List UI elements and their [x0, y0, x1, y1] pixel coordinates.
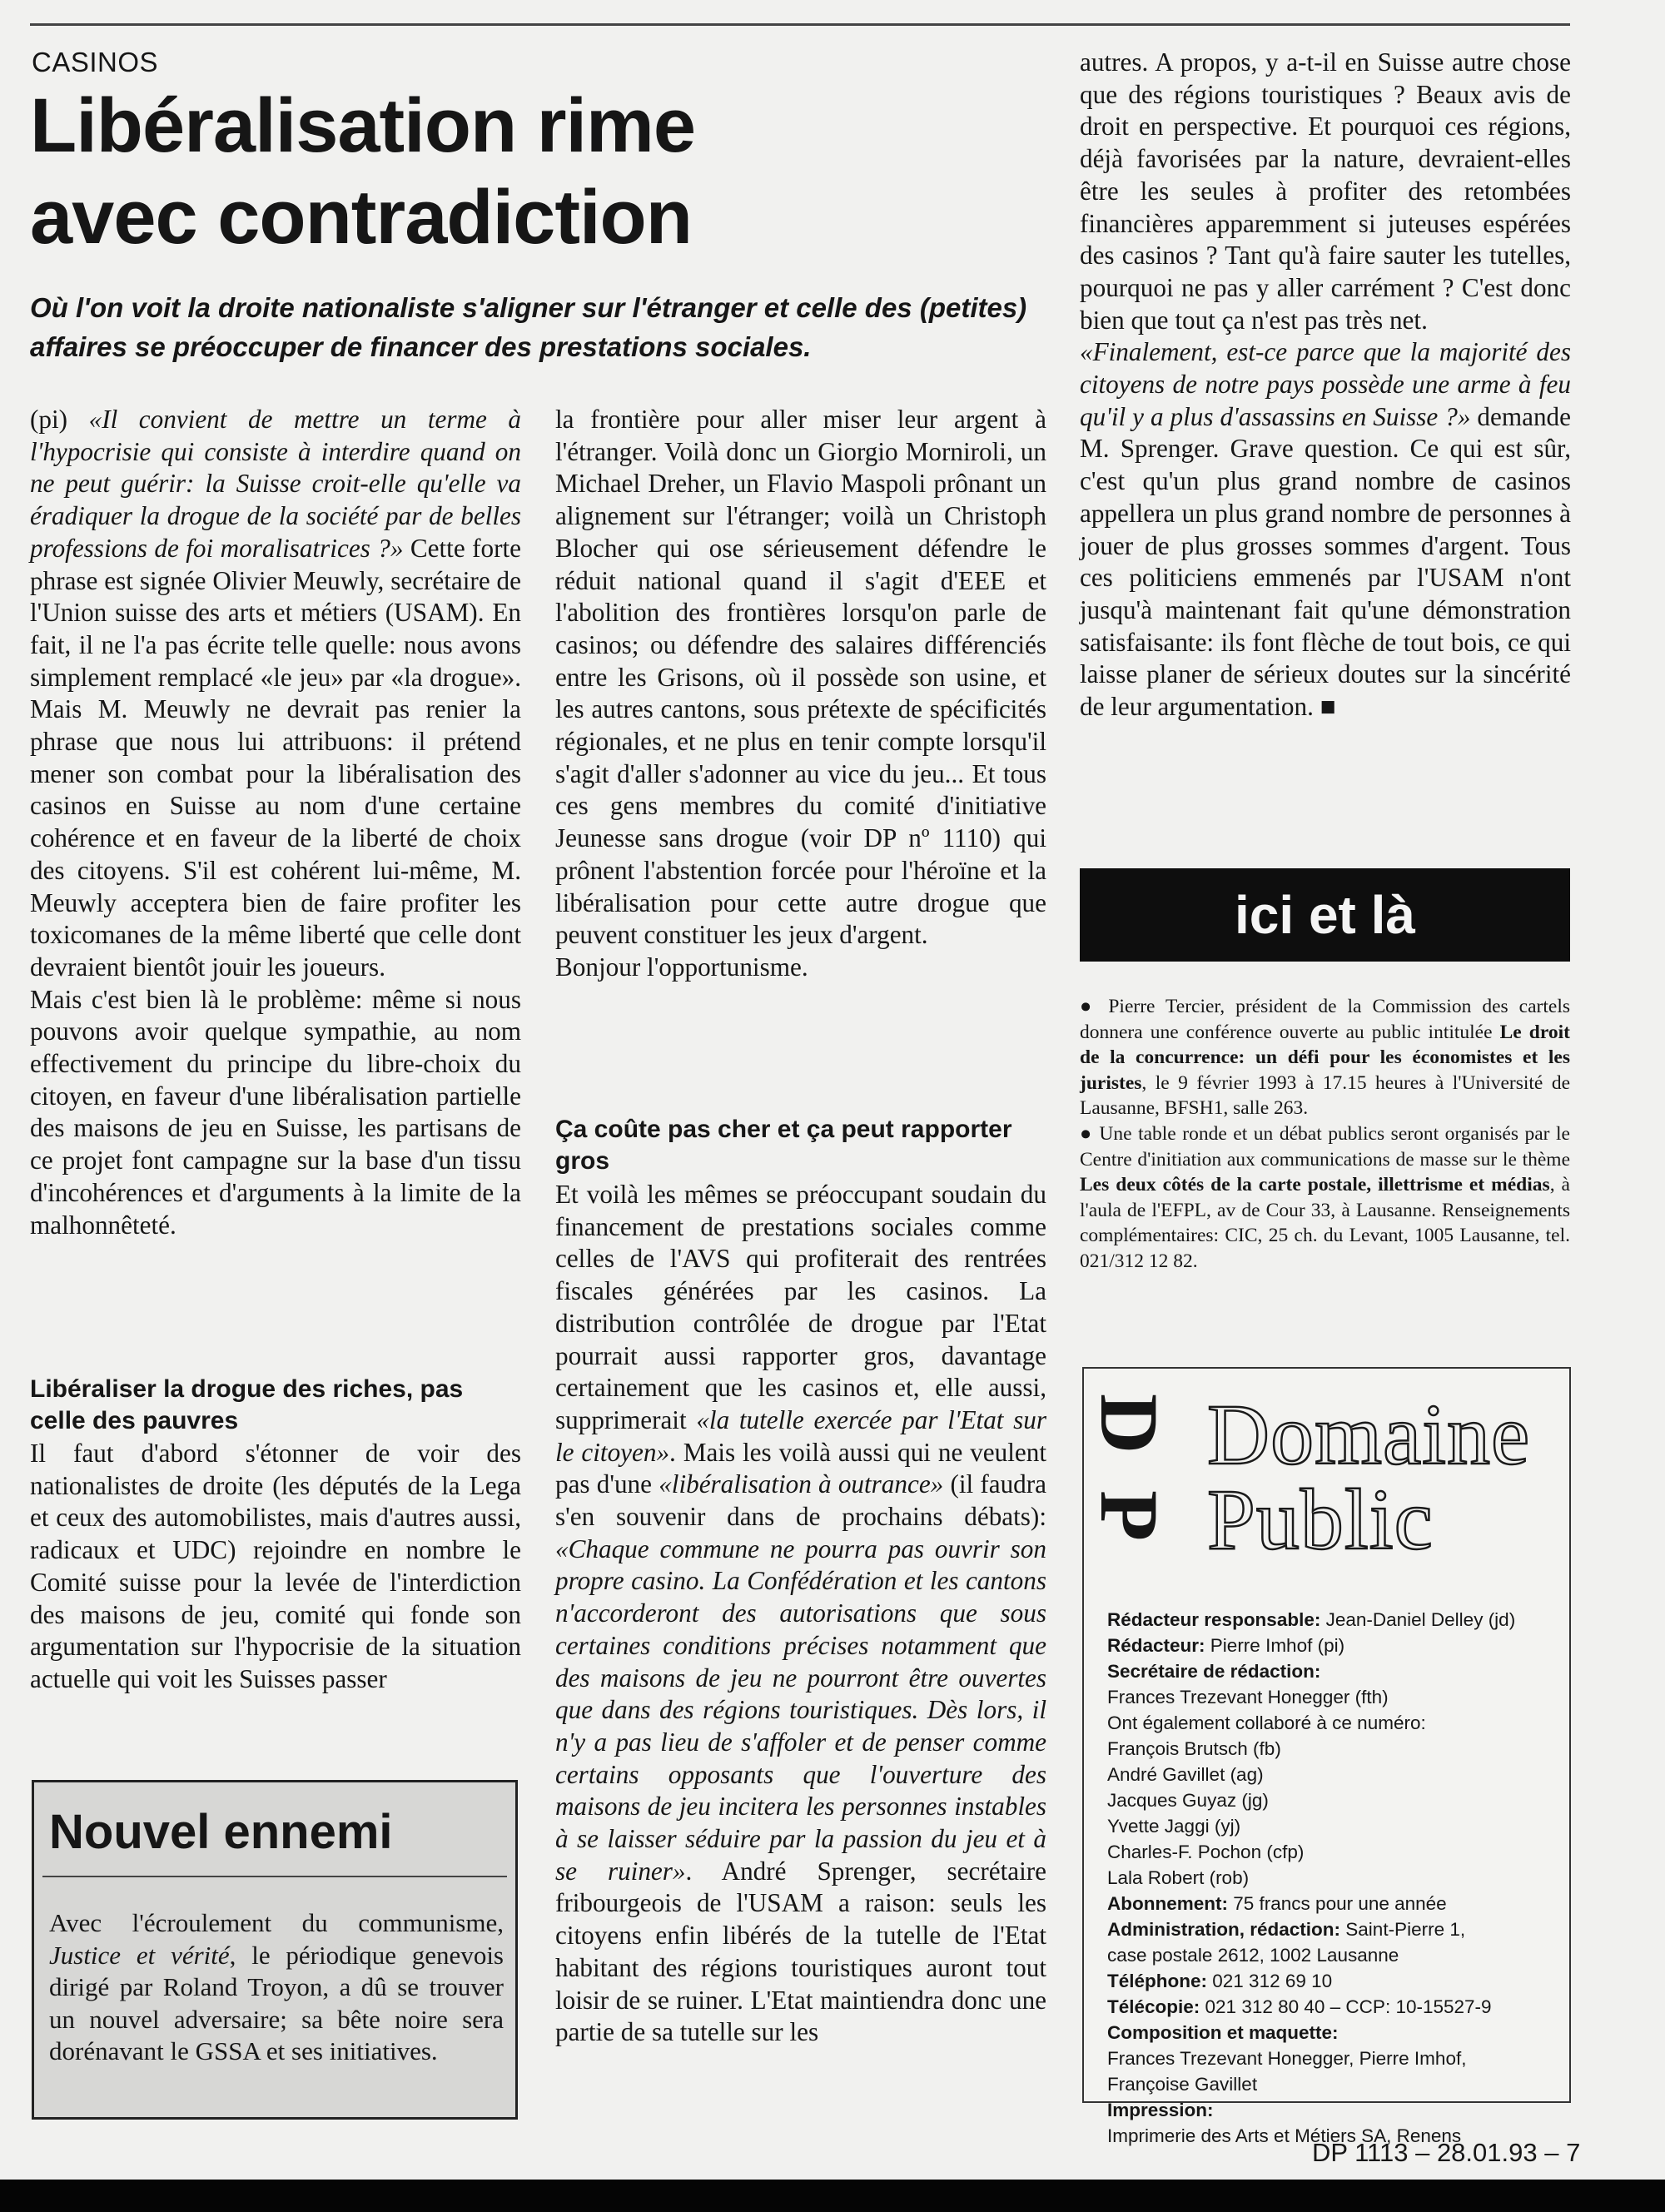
item-title: Le droit de la concurrence: un défi pour les économistes et les juristes [1080, 1021, 1570, 1094]
credit-line [1107, 1787, 1565, 1813]
paragraph-text: (il faudra s'en souvenir dans de prochains débats): [555, 1469, 1047, 1532]
credit-value: Lala Robert (rob) [1107, 1867, 1250, 1888]
paragraph [30, 404, 521, 984]
credit-line [1107, 1839, 1565, 1865]
credit-value: Yvette Jaggi (yj) [1107, 1816, 1241, 1837]
paragraph [555, 1179, 1046, 2049]
paragraph [1080, 336, 1571, 723]
paragraph: autres. A propos, y a-t-il en Suisse autre chose que des régions touristiques ? Beaux avis de droit en perspective. Et pourquoi ces régions, déjà favorisées par la nature, devraient-elles être les seules à profiter des retombées financières apparemment si juteuses espérées des casinos ? Tant qu'à faire sauter les tutelles, pourquoi ne pas y aller carrément ? C'est donc bien que tout ça n'est pas très net. [1080, 47, 1571, 335]
masthead-box [1082, 1367, 1571, 2146]
credit-value: 021 312 69 10 [1207, 1971, 1333, 1991]
item-title: Les deux côtés de la carte postale, illettrisme et médias [1080, 1174, 1550, 1196]
credit-value: Pierre Imhof (pi) [1205, 1635, 1345, 1656]
ici-et-la-heading: ici et là [1080, 868, 1570, 962]
dp-logo-letter-d: D [1083, 1394, 1175, 1454]
section-kicker: CASINOS [32, 47, 159, 77]
box-text-part: , le périodique genevois dirigé par Roland Troyon, a dû se trouver un nouvel adversaire; sa bête noire sera dorénavant le GSSA et ses initiatives. [49, 1940, 504, 2065]
box-text-part: Avec l'écroulement du communisme, [49, 1908, 504, 1937]
sidebar-box-nouvel-ennemi [32, 1780, 518, 2120]
paragraph-text: . André Sprenger, secrétaire fribourgeois de l'USAM a raison: seuls les citoyens enfin libérés de la tutelle de l'Etat habitant des régions touristiques auront tout loisir de se ruiner. L'Etat maintiendra donc une partie de sa tutelle sur les [555, 1856, 1046, 2047]
credit-label: Rédacteur: [1107, 1635, 1205, 1656]
article-column-2 [555, 404, 1046, 984]
logo-word-domaine: Domaine [1207, 1387, 1531, 1483]
paragraph-text: Cette forte phrase est signée Olivier Meuwly, secrétaire de l'Union suisse des arts et métiers (USAM). En fait, il ne l'a pas écrite telle quelle: nous avons simplement remplacé «le jeu» par «la drogue». Mais M. Meuwly ne devrait pas renier la phrase que nous lui attribuons: il prétend mener son combat pour la libéralisation des casinos en Suisse au nom d'une certaine cohérence et en faveur de la liberté de choix des citoyens. S'il est cohérent lui-même, M. Meuwly acceptera bien de faire profiter les toxicomanes de la même liberté que celle dont devraient bientôt jouir les joueurs. [30, 533, 521, 982]
article-column-2-cont [555, 1179, 1046, 2049]
top-rule [30, 23, 1570, 26]
credit-line [1107, 1710, 1565, 1736]
ici-et-la-items [1080, 994, 1570, 1275]
credit-line [1107, 2045, 1565, 2071]
logo-word-public: Public [1207, 1472, 1434, 1568]
item-text: , à l'aula de l'EFPL, av de Cour 33, à Lausanne. Renseignements complémentaires: CIC, 25 ch. du Levant, 1005 Lausanne, tel. 021/312 12 82. [1080, 1174, 1570, 1272]
paragraph: la frontière pour aller miser leur argent à l'étranger. Voilà donc un Giorgio Morniroli, un Michael Dreher, un Flavio Maspoli prônant un alignement sur l'étranger; voilà un Christoph Blocher qui ose sérieusement défendre le réduit national quand il s'agit d'EEE et l'abolition des frontières lorsqu'on parle de casinos; ou défendre des salaires différenciés entre les Grisons, où il possède son usine, et les autres cantons, sous prétexte de spécificités régionales, et ne plus en tenir compte lorsqu'il s'agit d'aller s'adonner au vice du jeu... Et tous ces gens membres du comité d'initiative Jeunesse sans drogue (voir DP nº 1110) qui prônent l'abstention forcée pour l'héroïne et la libéralisation pour cette autre drogue que peuvent constituer les jeux d'argent. [555, 405, 1046, 950]
quote: «libéralisation à outrance» [659, 1469, 944, 1499]
article-column-3 [1080, 47, 1571, 723]
bullet-icon: ● [1080, 996, 1098, 1017]
credit-value: 021 312 80 40 – CCP: 10-15527-9 [1200, 1996, 1492, 2017]
lede: Où l'on voit la droite nationaliste s'aligner sur l'étranger et celle des (petites) affaires se préoccuper de financer des prestations sociales. [30, 292, 1027, 362]
credit-label: Impression: [1107, 2100, 1214, 2120]
headline-line-1: Libéralisation rime [30, 83, 696, 168]
credit-line [1107, 1607, 1565, 1633]
credit-line [1107, 1658, 1565, 1684]
box-divider [42, 1876, 507, 1877]
credit-value: 75 francs pour une année [1228, 1893, 1447, 1914]
bottom-band [0, 2180, 1665, 2212]
subhead-1: Libéraliser la drogue des riches, pas celle des pauvres [30, 1375, 464, 1434]
credit-value: Françoise Gavillet [1107, 2074, 1258, 2095]
credit-value: Saint-Pierre 1, [1340, 1919, 1466, 1940]
credit-label: Administration, rédaction: [1107, 1919, 1341, 1940]
credit-label: Rédacteur responsable: [1107, 1609, 1321, 1630]
dp-logo-letters [1083, 1394, 1175, 1593]
credit-line [1107, 1916, 1565, 1942]
credit-value: André Gavillet (ag) [1107, 1764, 1264, 1785]
quote: «Chaque commune ne pourra pas ouvrir son propre casino. La Confédération et les cantons n'accorderont des autorisations que sous certaines conditions précises notamment que des maisons de jeu ne pourront être ouvertes que dans des régions touristiques. Dès lors, il n'y a pas lieu de s'affoler et de penser comme certains opposants que l'ouverture des maisons de jeu incitera les personnes instables à se laisser séduire par la passion du jeu et à se ruiner» [555, 1533, 1046, 1886]
credit-label: Secrétaire de rédaction: [1107, 1661, 1321, 1682]
item-text: , le 9 février 1993 à 17.15 heures à l'Université de Lausanne, BFSH1, salle 263. [1080, 1071, 1570, 1120]
credit-line [1107, 2020, 1565, 2045]
list-item [1080, 994, 1570, 1121]
credit-value: Frances Trezevant Honegger (fth) [1107, 1687, 1389, 1707]
credit-value: Jacques Guyaz (jg) [1107, 1790, 1269, 1811]
credit-line [1107, 2071, 1565, 2097]
credit-line [1107, 1891, 1565, 1916]
credit-line [1107, 1684, 1565, 1710]
publication-title: Justice et vérité [49, 1940, 230, 1970]
bullet-icon: ● [1080, 1122, 1093, 1145]
credit-value: François Brutsch (fb) [1107, 1738, 1281, 1759]
headline-line-2: avec contradiction [30, 175, 692, 260]
credit-line [1107, 1865, 1565, 1891]
credit-line [1107, 1968, 1565, 1994]
headline [30, 80, 779, 263]
subhead-2: Ça coûte pas cher et ça peut rapporter gros [555, 1116, 1012, 1175]
article-column-1-cont [30, 1438, 521, 1696]
credit-label: Abonnement: [1107, 1893, 1228, 1914]
item-text: Une table ronde et un débat publics seront organisés par le Centre d'initiation aux communications de masse sur le thème [1080, 1122, 1570, 1171]
credit-value: Jean-Daniel Delley (jd) [1320, 1609, 1516, 1630]
paragraph: Mais c'est bien là le problème: même si nous pouvons avoir quelque sympathie, au nom effectivement du principe du libre-choix du citoyen, en faveur d'une libéralisation partielle des maisons de jeu en Suisse, les partisans de ce projet font campagne sur la base d'un tissu d'incohérences et d'arguments à la limite de la malhonnêteté. [30, 984, 521, 1240]
credit-label: Composition et maquette: [1107, 2022, 1339, 2043]
quote: «la tutelle exercée par l'Etat sur le citoyen» [555, 1404, 1046, 1467]
box-title: Nouvel ennemi [49, 1805, 393, 1859]
byline: (pi) [30, 405, 89, 434]
page-footer: DP 1113 – 28.01.93 – 7 [1312, 2138, 1581, 2167]
credit-label: Téléphone: [1107, 1971, 1208, 1991]
dp-logo-letter-p: P [1083, 1490, 1175, 1542]
credit-label: Télécopie: [1107, 1996, 1200, 2017]
credit-line [1107, 1736, 1565, 1762]
credit-line [1107, 1633, 1565, 1658]
article-column-1 [30, 404, 521, 1241]
credit-value: Imprimerie des Arts et Métiers SA, Renens [1107, 2125, 1462, 2146]
quote: «Il convient de mettre un terme à l'hypocrisie qui consiste à interdire quand on ne peut guérir: la Suisse croit-elle qu'elle va éradiquer la drogue de la société par de belles professions de foi moralisatrices ?» [30, 405, 521, 563]
paragraph: Bonjour l'opportunisme. [555, 952, 808, 982]
paragraph: Il faut d'abord s'étonner de voir des nationalistes de droite (les députés de la Lega et ceux des automobilistes, mais d'autres aussi, radicaux et UDC) rejoindre en nombre le Comité suisse pour la levée de l'interdiction des maisons de jeu, comité qui fonde son argumentation sur l'hypocrisie de la situation actuelle qui voit les Suisses passer [30, 1439, 521, 1693]
list-item [1080, 1121, 1570, 1275]
paragraph-text: Et voilà les mêmes se préoccupant soudain du financement de prestations sociales comme celles de l'AVS qui profiterait des rentrées fiscales générées par les casinos. La distribution contrôlée de drogue par l'Etat pourrait aussi rapporter gros, davantage certainement que les casinos et, elle aussi, supprimerait [555, 1180, 1046, 1434]
credit-value: Charles-F. Pochon (cfp) [1107, 1842, 1305, 1862]
credit-line [1107, 1762, 1565, 1787]
paragraph-text: . Mais les voilà aussi qui ne veulent pas d'une [555, 1437, 1046, 1499]
paragraph-text: demande M. Sprenger. Grave question. Ce qui est sûr, c'est qu'un plus grand nombre de casinos appellera un plus grand nombre de personnes à jouer de plus grosses sommes d'argent. Tous ces politiciens emmenés par l'USAM n'ont jusqu'à maintenant fait qu'une démonstration satisfaisante: ils font flèche de tout bois, ce qui laisse planer de sérieux doutes sur la sincérité de leur argumentation. [1080, 401, 1571, 722]
credit-value: case postale 2612, 1002 Lausanne [1107, 1945, 1399, 1966]
credit-line [1107, 1813, 1565, 1839]
end-mark-icon: ■ [1320, 692, 1336, 722]
credit-value: Frances Trezevant Honegger, Pierre Imhof, [1107, 2048, 1467, 2069]
credit-line [1107, 2097, 1565, 2123]
item-text: Pierre Tercier, président de la Commission des cartels donnera une conférence ouverte au public intitulée [1080, 996, 1570, 1043]
credit-line [1107, 1942, 1565, 1968]
box-text [49, 1907, 504, 2068]
credit-value: Ont également collaboré à ce numéro: [1107, 1712, 1426, 1733]
quote: «Finalement, est-ce parce que la majorité des citoyens de notre pays possède une arme à feu qu'il y a plus d'assassins en Suisse ?» [1080, 337, 1571, 431]
credits-list [1107, 1607, 1565, 2149]
credit-line [1107, 1994, 1565, 2020]
